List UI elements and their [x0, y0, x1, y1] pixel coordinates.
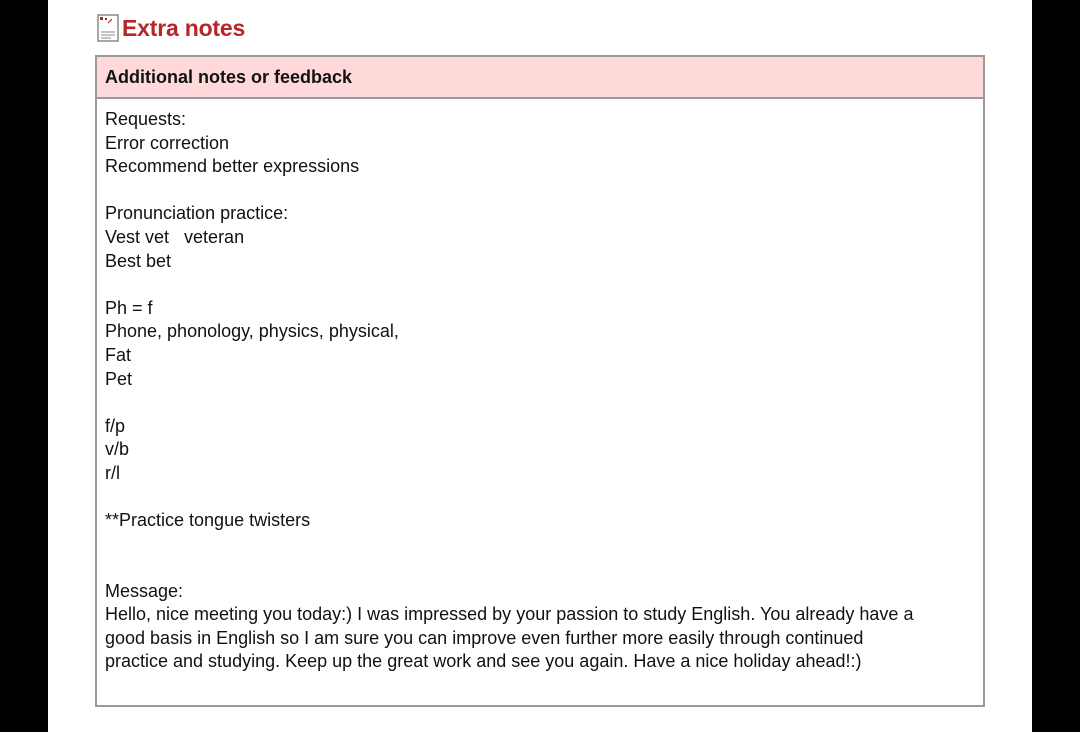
pronunciation-item: Vest vet veteran — [105, 226, 245, 247]
pair-item: r/l — [105, 462, 120, 483]
ph-item: Ph = f — [105, 297, 153, 318]
section-title: Extra notes — [122, 14, 246, 41]
practice-note: **Practice tongue twisters — [105, 510, 311, 531]
pronunciation-label: Pronunciation practice: — [105, 203, 289, 224]
notes-box — [95, 55, 985, 707]
pair-item: f/p — [105, 415, 126, 436]
request-item: Recommend better expressions — [105, 156, 360, 177]
pronunciation-item: Best bet — [105, 250, 172, 271]
requests-label: Requests: — [105, 109, 187, 129]
request-item: Error correction — [105, 132, 230, 153]
section-heading — [97, 14, 245, 42]
message-line: good basis in English so I am sure you can improve even further more easily through continued — [105, 627, 864, 648]
ph-item: Phone, phonology, physics, physical, — [105, 321, 399, 342]
message-line: practice and studying. Keep up the great work and see you again. Have a nice holiday ahead!:) — [105, 651, 862, 672]
document-icon — [97, 14, 119, 42]
pair-item: v/b — [105, 439, 130, 460]
document-page — [48, 0, 1032, 732]
notes-body — [97, 99, 983, 674]
message-line: Hello, nice meeting you today:) I was impressed by your passion to study English. You already have a — [105, 604, 914, 625]
ph-item: Fat — [105, 344, 132, 365]
message-label: Message: — [105, 580, 184, 601]
box-header: Additional notes or feedback — [97, 57, 983, 99]
ph-item: Pet — [105, 368, 133, 389]
